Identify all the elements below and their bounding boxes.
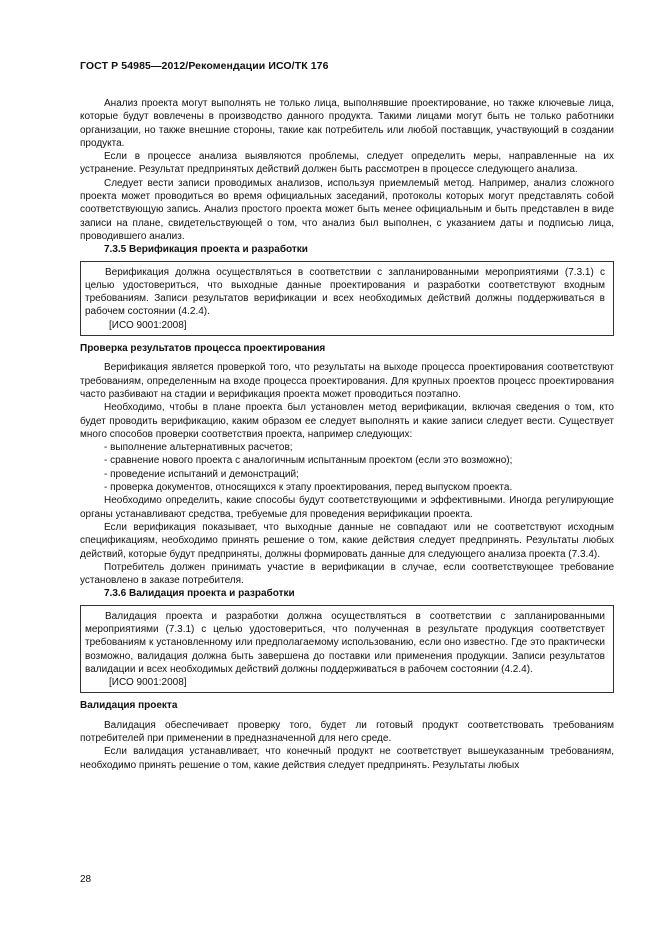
paragraph: Если в процессе анализа выявляются проблемы, следует определить меры, направленные на их устранение. Результат предпринятых действий должен быть рассмотрен в процессе следующего анализа. bbox=[80, 151, 614, 176]
paragraph: Потребитель должен принимать участие в верификации в случае, если соответствующее требование установлено в заказе потребителя. bbox=[80, 561, 614, 587]
paragraph: Следует вести записи проводимых анализов, используя приемлемый метод. Например, анализ сложного проекта может проводиться во время официальных заседаний, протоколы которых могут представлять собой соответствующую запись. Анализ простого проекта может быть менее официальным и быть представлен в виде записи на плане, свидетельствующей о том, что анализ был выполнен, с указанием даты и подписью лица, проводившего анализ. bbox=[80, 177, 614, 242]
standard-quote-box-7-3-6 bbox=[80, 605, 614, 694]
quote-reference: [ИСО 9001:2008] bbox=[109, 319, 187, 331]
quote-text: Верификация должна осуществляться в соответствии с запланированными мероприятиями (7.3.1) с целью удостовериться, что выходные данные проектирования и разработки соответствуют входным требованиям. Записи результатов верификации и всех необходимых действий должны поддерживаться в рабочем состоянии (4.2.4). bbox=[85, 266, 605, 318]
subheading-verification: Проверка результатов процесса проектирования bbox=[80, 343, 326, 355]
standard-quote-box-7-3-5 bbox=[80, 261, 614, 336]
list-item: - проверка документов, относящихся к этапу проектирования, перед выпуском проекта. bbox=[104, 482, 513, 494]
subheading-validation: Валидация проекта bbox=[80, 700, 178, 712]
page-content bbox=[80, 97, 614, 772]
list-item: - выполнение альтернативных расчетов; bbox=[104, 442, 293, 454]
list-item: - сравнение нового проекта с аналогичным испытанным проектом (если это возможно); bbox=[104, 455, 513, 467]
page-number: 28 bbox=[80, 874, 92, 885]
quote-reference: [ИСО 9001:2008] bbox=[109, 677, 187, 689]
document-header: ГОСТ Р 54985—2012/Рекомендации ИСО/ТК 176 bbox=[80, 60, 329, 72]
paragraph: Необходимо, чтобы в плане проекта был установлен метод верификации, включая сведения о том, кто будет проводить верификацию, каким образом ее следует выполнять и какие записи следует вести. Существует много способов проверки соответствия проекта, например следующих: bbox=[80, 402, 614, 440]
paragraph: Валидация обеспечивает проверку того, будет ли готовый продукт соответствовать требованиям потребителей при применении в предназначенной для него среде. bbox=[80, 719, 614, 745]
paragraph: Необходимо определить, какие способы будут соответствующими и эффективными. Иногда регулирующие органы устанавливают средства, требуемые для проведения верификации проекта. bbox=[80, 495, 614, 520]
section-heading-7-3-5: 7.3.5 Верификация проекта и разработки bbox=[104, 244, 308, 256]
paragraph: Если валидация устанавливает, что конечный продукт не соответствует вышеуказанным требованиям, необходимо принять решение о том, какие действия следует предпринять. Результаты любых bbox=[80, 746, 614, 771]
paragraph: Если верификация показывает, что выходные данные не совпадают или не соответствуют исходным спецификациям, необходимо принять решение о том, какие действия следует предпринять. Результаты любых действий, которые будут предприняты, должны формировать данные для следующего анализа проекта (7.3.4). bbox=[80, 521, 614, 560]
section-heading-7-3-6: 7.3.6 Валидация проекта и разработки bbox=[104, 588, 295, 600]
paragraph: Верификация является проверкой того, что результаты на выходе процесса проектирования соответствуют требованиям, определенным на входе процесса проектирования. Для крупных проектов процесс проектирования часто разбивают на стадии и верификация проекта может проводиться поэтапно. bbox=[80, 362, 614, 400]
paragraph: Анализ проекта могут выполнять не только лица, выполнявшие проектирование, но также ключевые лица, которые будут вовлечены в производство данного продукта. Такими лицами могут быть не только работники организации, но также внешние стороны, такие как потребитель или любой поставщик, участвующий в создании продукта. bbox=[80, 98, 614, 149]
quote-text: Валидация проекта и разработки должна осуществляться в соответствии с запланированными мероприятиями (7.3.1) с целью удостовериться, что полученная в результате продукция соответствует требованиям к установленному или предполагаемому использованию, если оно известно. Где это практически возможно, валидация должна быть завершена до поставки или применения продукции. Записи результатов валидации и всех необходимых действий должны поддерживаться в рабочем состоянии (4.2.4). bbox=[85, 610, 605, 675]
list-item: - проведение испытаний и демонстраций; bbox=[104, 468, 299, 480]
